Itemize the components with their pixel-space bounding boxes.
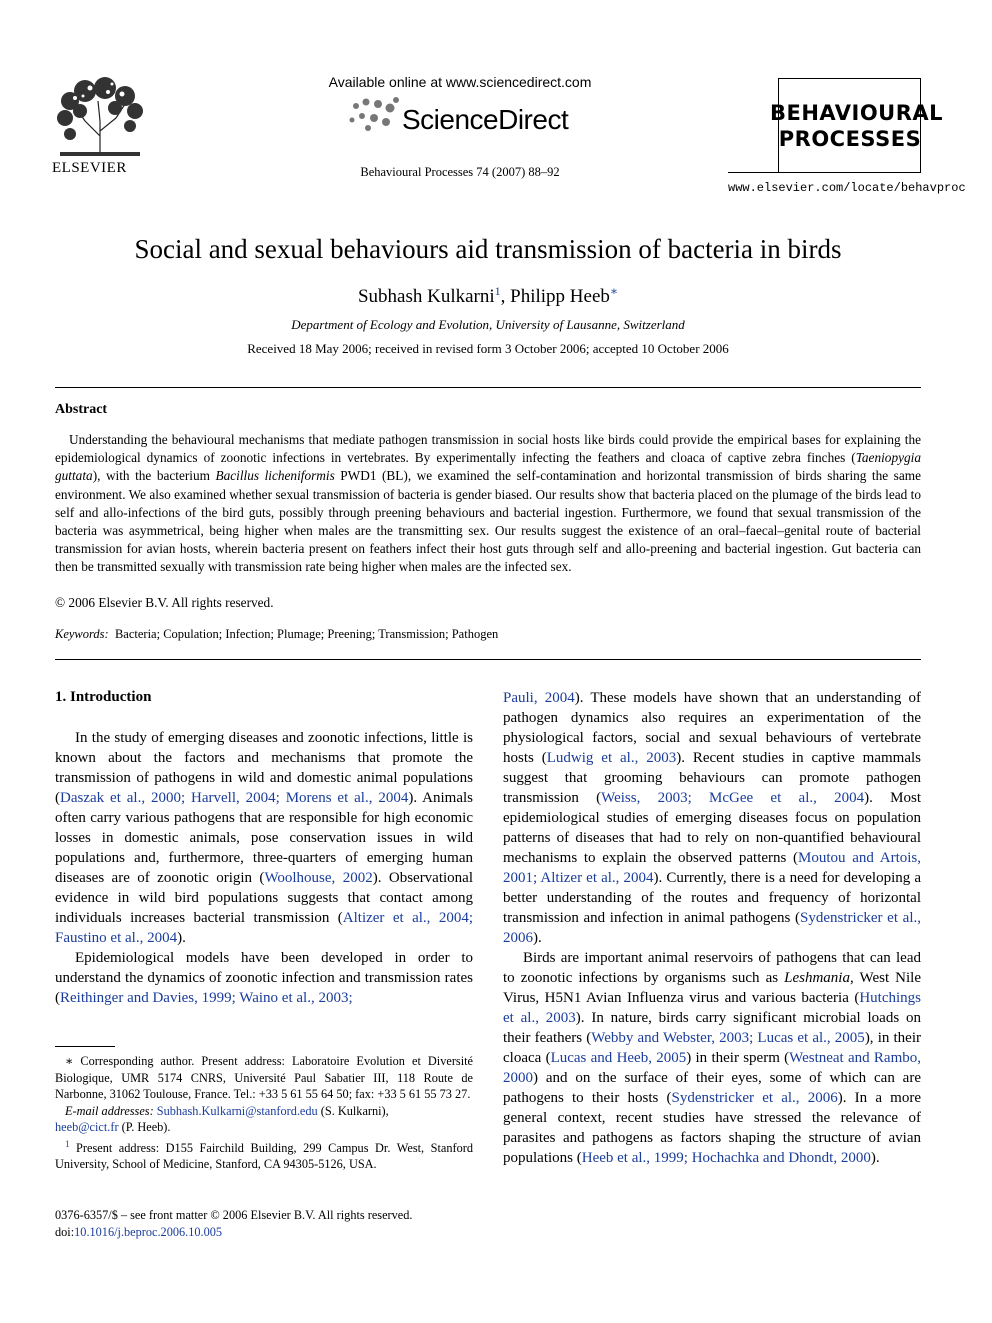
author-1-footnote-mark[interactable]: 1 bbox=[494, 284, 501, 298]
left-column bbox=[55, 728, 473, 1008]
citation-link[interactable]: Heeb et al., 1999; Hochachka and Dhondt, 2000 bbox=[581, 1150, 871, 1166]
footnotes bbox=[55, 1053, 473, 1173]
text: Birds are important animal reservoirs of pathogens that can lead to zoonotic infections by organisms such as bbox=[503, 950, 921, 986]
authors bbox=[0, 284, 976, 308]
keywords-list: Bacteria; Copulation; Infection; Plumage; Preening; Transmission; Pathogen bbox=[114, 627, 499, 641]
citation-link[interactable]: Pauli, 2004 bbox=[503, 690, 575, 706]
footnote-emails bbox=[55, 1103, 473, 1136]
text: ). These models have shown that an understanding of pathogen dynamics also requires an experimentation of the physiological factors, social and sexual behaviours of vertebrate hosts ( bbox=[503, 690, 921, 766]
issn-line: 0376-6357/$ – see front matter © 2006 Elsevier B.V. All rights reserved. bbox=[55, 1208, 413, 1222]
text: Corresponding author. Present address: Laboratoire Evolution et Diversité Biologique, UMR 5174 CNRS, Université Paul Sabatier III, 118 Route de Narbonne, 31062 Toulouse, France. Tel.: +33 5 61 55 64 50; fax: +33 5 61 55 73 27. bbox=[55, 1054, 473, 1101]
author-1: Subhash Kulkarni bbox=[357, 286, 495, 307]
citation-link[interactable]: Daszak et al., 2000; Harvell, 2004; Morens et al., 2004 bbox=[60, 790, 409, 806]
footnote-mark: ∗ bbox=[65, 1054, 74, 1068]
article-dates: Received 18 May 2006; received in revised form 3 October 2006; accepted 10 October 2006 bbox=[247, 341, 729, 356]
text: ). In a more general context, recent studies have stressed the relevance of parasites and pathogens as factors shaping the structure of avian populations ( bbox=[503, 1090, 921, 1166]
citation-link[interactable]: Hutchings et al., 2003 bbox=[503, 990, 921, 1026]
author-2: Philipp Heeb bbox=[510, 286, 610, 307]
author-separator: , bbox=[500, 286, 511, 307]
text: ), in their cloaca ( bbox=[503, 1030, 921, 1066]
available-online: Available online at www.sciencedirect.com bbox=[328, 74, 592, 90]
citation-link[interactable]: Weiss, 2003; McGee et al., 2004 bbox=[601, 790, 865, 806]
citation-link[interactable]: Ludwig et al., 2003 bbox=[546, 750, 677, 766]
abstract-text bbox=[55, 431, 921, 577]
citation-link[interactable]: Sydenstricker et al., 2006 bbox=[671, 1090, 838, 1106]
text: ). Most epidemiological studies of emerging diseases focus on population patterns of diseases that had to rely on non-quantified behavioural mechanisms to explain the observed patterns ( bbox=[503, 790, 921, 866]
citation-link[interactable]: Reithinger and Davies, 1999; Waino et al., 2003; bbox=[60, 990, 353, 1006]
keywords bbox=[55, 627, 498, 642]
paragraph bbox=[55, 948, 473, 1008]
bottom-info bbox=[55, 1207, 412, 1240]
footnote-divider bbox=[55, 1046, 115, 1047]
journal-url[interactable]: www.elsevier.com/locate/behavproc bbox=[728, 181, 966, 195]
text: ) in their sperm ( bbox=[686, 1050, 790, 1066]
paragraph bbox=[55, 728, 473, 948]
text: ). In nature, birds carry significant microbial loads on their feathers ( bbox=[503, 1010, 921, 1046]
citation-link[interactable]: Westneat and Rambo, 2000 bbox=[503, 1050, 921, 1086]
journal-frame-bottom bbox=[728, 172, 921, 173]
affiliation: Department of Ecology and Evolution, University of Lausanne, Switzerland bbox=[291, 317, 685, 332]
copyright: © 2006 Elsevier B.V. All rights reserved. bbox=[55, 595, 274, 610]
abstract-heading: Abstract bbox=[55, 402, 108, 417]
paragraph bbox=[503, 948, 921, 1168]
journal-frame-top bbox=[778, 78, 921, 79]
citation-link[interactable]: Sydenstricker et al., 2006 bbox=[503, 910, 921, 946]
citation-link[interactable]: Altizer et al., 2004; Faustino et al., 2004 bbox=[55, 910, 474, 946]
paragraph bbox=[503, 688, 921, 948]
text: ) and on the surface of their eyes, some of which can are pathogens to their hosts ( bbox=[503, 1070, 921, 1106]
text: Present address: D155 Fairchild Building, 299 Campus Dr. West, Stanford University, School of Medicine, Stanford, CA 94305-5126, USA. bbox=[55, 1140, 473, 1172]
species-name: Bacillus licheniformis bbox=[215, 468, 335, 484]
text: ). Currently, there is a need for developing a better understanding of the routes and frequency of horizontal transmission and infection in animal pathogens ( bbox=[503, 870, 922, 926]
divider bbox=[55, 659, 921, 660]
text: ). bbox=[533, 930, 542, 946]
text: Epidemiological models have been developed in order to understand the dynamics of zoonotic infection and transmission rates ( bbox=[55, 950, 473, 1006]
right-column bbox=[503, 688, 921, 1168]
species-name: Leshmania bbox=[784, 970, 850, 986]
species-name: Taeniopygia guttata bbox=[55, 450, 921, 484]
keywords-label: Keywords: bbox=[55, 627, 109, 641]
journal-title-line1: BEHAVIOURAL bbox=[770, 101, 944, 125]
doi-link[interactable]: 10.1016/j.beproc.2006.10.005 bbox=[74, 1224, 223, 1239]
footnote-mark: 1 bbox=[65, 1138, 70, 1149]
journal-title-line2: PROCESSES bbox=[778, 127, 922, 151]
text: In the study of emerging diseases and zoonotic infections, little is known about the factors and mechanisms that promote the transmission of pathogens in wild and domestic animal populations ( bbox=[55, 730, 473, 806]
doi-label: doi: bbox=[55, 1224, 75, 1239]
section-heading: 1. Introduction bbox=[55, 689, 152, 705]
journal-title bbox=[770, 100, 944, 152]
citation-link[interactable]: Moutou and Artois, 2001; Altizer et al., 2004 bbox=[503, 850, 922, 886]
email-link[interactable]: heeb@cict.fr bbox=[55, 1120, 119, 1134]
citation-link[interactable]: Woolhouse, 2002 bbox=[264, 870, 373, 886]
text: , West Nile Virus, H5N1 Avian Influenza virus and various bacteria ( bbox=[503, 970, 921, 1006]
text: ). Animals often carry various pathogens that are responsible for high economic losses in domestic animals, pose conservation issues in wild populations and, furthermore, three-quarters of emerging human diseases are of zoonotic origin ( bbox=[55, 790, 473, 886]
publisher-name: ELSEVIER bbox=[52, 160, 127, 176]
text: ). bbox=[870, 1150, 880, 1166]
text: (S. Kulkarni), bbox=[317, 1103, 389, 1118]
article-title: Social and sexual behaviours aid transmission of bacteria in birds bbox=[134, 234, 842, 264]
abstract-text-part: PWD1 (BL), we examined the self-contamination and horizontal transmission of birds sharing the same environment. We also examined whether sexual transmission of bacteria is gender biased. Our results show that bacteria placed on the plumage of the birds lead to self and allo-infections of the bird guts, possibly through preening behaviours and bacterial ingestion. Furthermore, we found that sexual transmission of the bacteria was asymmetrical, being higher when males are the transmitting sex. Our results suggest the existence of an oral–faecal–genital route of bacterial transmission for avian hosts, wherein bacteria present on feathers infect their host guts through self and allo-preening and bacterial ingestion. Gut bacteria can then be transmitted sexually with transmission rate being higher when males are the infected sex. bbox=[55, 468, 922, 575]
text: (P. Heeb). bbox=[118, 1120, 171, 1134]
footnote-corresponding bbox=[55, 1053, 473, 1103]
email-label: E-mail addresses: bbox=[65, 1103, 154, 1118]
citation-link[interactable]: Lucas and Heeb, 2005 bbox=[550, 1050, 687, 1066]
email-link[interactable]: Subhash.Kulkarni@stanford.edu bbox=[156, 1103, 318, 1118]
text: ). bbox=[177, 930, 186, 946]
text: ). Observational evidence in wild bird populations suggests that contact among individuals increases bacterial transmission ( bbox=[55, 870, 474, 926]
author-2-footnote-mark[interactable]: ∗ bbox=[609, 284, 619, 298]
text: ). Recent studies in captive mammals suggest that grooming behaviours can promote pathogen transmission ( bbox=[503, 750, 922, 806]
doi-line bbox=[55, 1224, 412, 1241]
sciencedirect-wordmark: ScienceDirect bbox=[402, 104, 569, 135]
divider bbox=[55, 387, 921, 388]
citation-link[interactable]: Webby and Webster, 2003; Lucas et al., 2005 bbox=[591, 1030, 865, 1046]
journal-citation: Behavioural Processes 74 (2007) 88–92 bbox=[360, 165, 560, 179]
footnote-present-address bbox=[55, 1136, 473, 1173]
abstract-text-part: ), with the bacterium bbox=[92, 468, 216, 484]
abstract-text-part: Understanding the behavioural mechanisms that mediate pathogen transmission in social hosts like birds could provide the empirical bases for explaining the epidemiological dynamics of zoonotic infections in vertebrates. By experimentally infecting the feathers and cloaca of captive zebra finches ( bbox=[55, 432, 921, 466]
